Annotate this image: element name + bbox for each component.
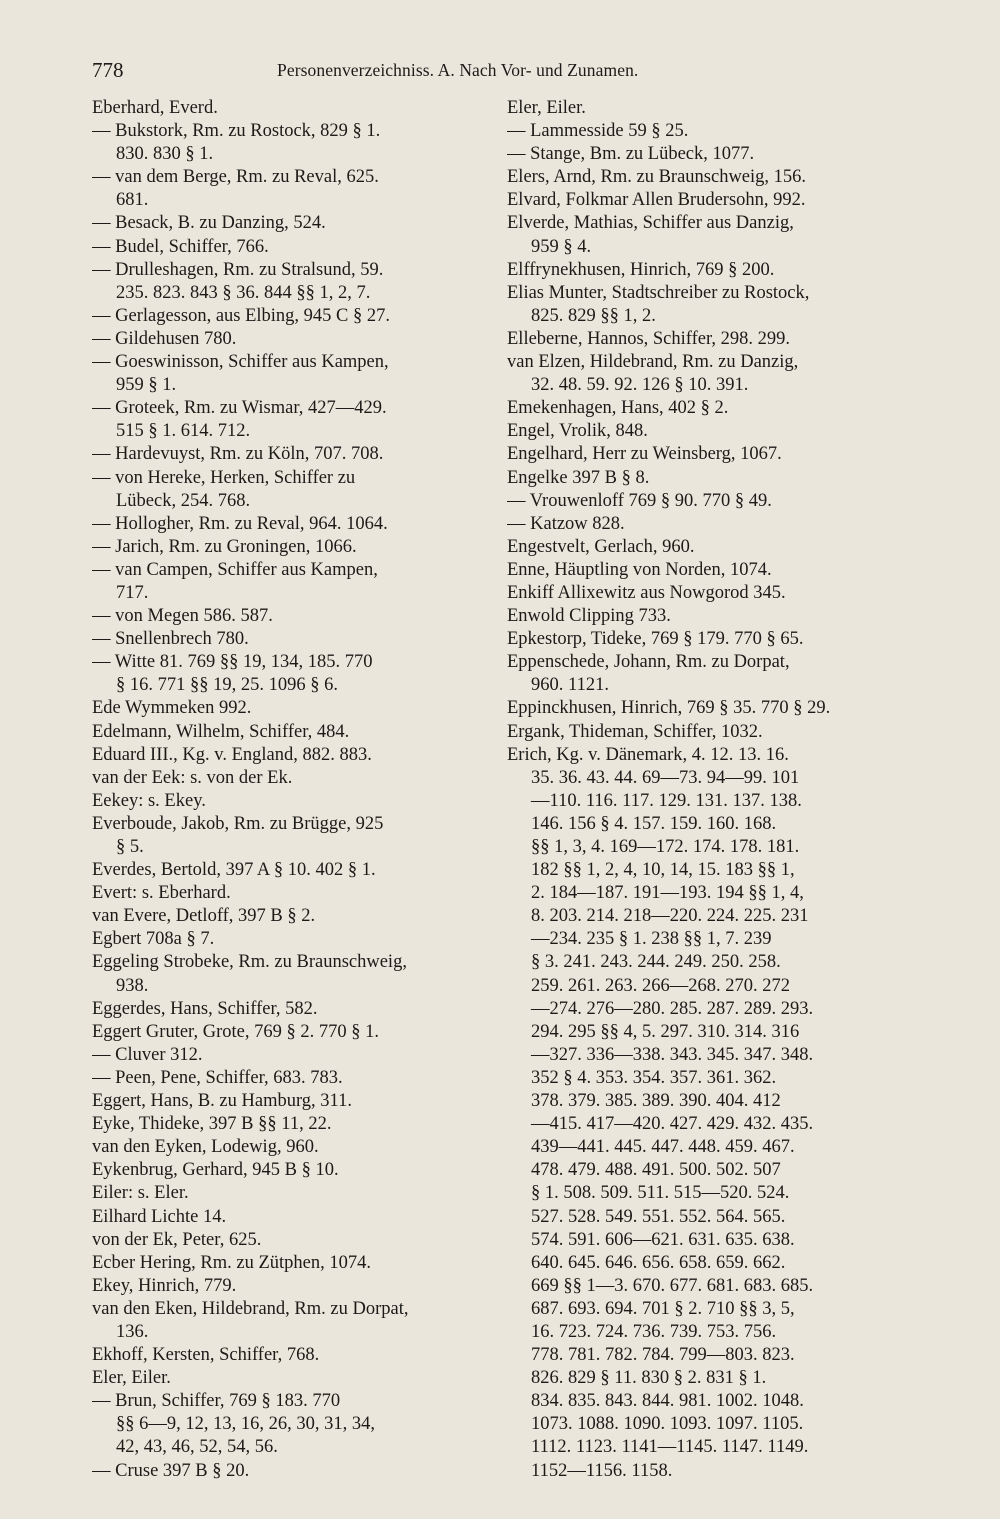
index-entry (92, 1021, 485, 1044)
index-entry (92, 1344, 485, 1367)
entry-continuation-line: 259. 261. 263. 266—268. 270. 272 (531, 975, 790, 996)
entry-continuation-line: §§ 1, 3, 4. 169—172. 174. 178. 181. (531, 837, 800, 857)
index-entry (92, 605, 485, 628)
entry-continuation-line: §§ 6—9, 12, 13, 16, 26, 30, 31, 34, (116, 1414, 375, 1435)
entry-continuation-line: 42, 43, 46, 52, 54, 56. (116, 1437, 278, 1458)
entry-continuation-line: § 5. (116, 837, 144, 857)
index-entry (507, 166, 893, 189)
entry-heading-line: — Groteek, Rm. zu Wismar, 427—429. (92, 398, 387, 419)
entry-continuation-line: 182 §§ 1, 2, 4, 10, 14, 15. 183 §§ 1, (531, 860, 795, 881)
index-entry (92, 559, 485, 605)
entry-heading-line: — Drulleshagen, Rm. zu Stralsund, 59. (92, 259, 384, 280)
entry-heading-line: Egbert 708a § 7. (92, 929, 215, 950)
entry-continuation-line: 681. (116, 190, 149, 211)
entry-heading-line: — Katzow 828. (507, 513, 625, 534)
entry-heading-line: Eilhard Lichte 14. (92, 1206, 227, 1227)
index-entry (92, 97, 485, 120)
index-entry (507, 351, 893, 397)
entry-heading-line: Eiler: s. Eler. (92, 1183, 189, 1204)
entry-continuation-line: 669 §§ 1—3. 670. 677. 681. 683. 685. (531, 1275, 814, 1296)
index-entry (92, 212, 485, 235)
index-entry (92, 328, 485, 351)
index-entry (92, 1298, 485, 1344)
index-entry (507, 397, 893, 420)
left-column (92, 97, 485, 1483)
entry-continuation-line: 16. 723. 724. 736. 739. 753. 756. (531, 1321, 777, 1342)
entry-continuation-line: 294. 295 §§ 4, 5. 297. 310. 314. 316 (531, 1021, 800, 1042)
index-entry (92, 467, 485, 513)
entry-heading-line: Eppenschede, Johann, Rm. zu Dorpat, (507, 652, 790, 673)
entry-heading-line: Erich, Kg. v. Dänemark, 4. 12. 13. 16. (507, 744, 789, 765)
index-entry (507, 97, 893, 120)
entry-continuation-line: 515 § 1. 614. 712. (116, 421, 251, 442)
entry-continuation-line: 378. 379. 385. 389. 390. 404. 412 (531, 1091, 781, 1112)
index-entry (507, 651, 893, 697)
entry-heading-line: Edelmann, Wilhelm, Schiffer, 484. (92, 721, 350, 742)
index-entry (92, 120, 485, 166)
index-entry (507, 328, 893, 351)
entry-continuation-line: § 3. 241. 243. 244. 249. 250. 258. (531, 952, 781, 973)
entry-heading-line: Eyke, Thideke, 397 B §§ 11, 22. (92, 1114, 332, 1135)
index-entry (92, 236, 485, 259)
entry-heading-line: Ergank, Thideman, Schiffer, 1032. (507, 721, 763, 742)
index-entry (92, 1367, 485, 1390)
index-entry (92, 1182, 485, 1205)
index-entry (92, 1206, 485, 1229)
index-entry (507, 259, 893, 282)
index-entry (92, 1252, 485, 1275)
entry-continuation-line: 2. 184—187. 191—193. 194 §§ 1, 4, (531, 883, 804, 904)
entry-heading-line: — Hardevuyst, Rm. zu Köln, 707. 708. (92, 444, 384, 465)
entry-heading-line: Engelhard, Herr zu Weinsberg, 1067. (507, 444, 782, 465)
entry-heading-line: — Cluver 312. (92, 1044, 203, 1065)
index-entry (507, 212, 893, 258)
entry-heading-line: Elverde, Mathias, Schiffer aus Danzig, (507, 213, 794, 234)
page-header (92, 58, 892, 88)
entry-continuation-line: 32. 48. 59. 92. 126 § 10. 391. (531, 375, 749, 396)
index-entry (92, 651, 485, 697)
entry-heading-line: Evert: s. Eberhard. (92, 883, 231, 904)
entry-continuation-line: 717. (116, 582, 149, 603)
index-entry (92, 697, 485, 720)
index-entry (92, 882, 485, 905)
entry-heading-line: — van dem Berge, Rm. zu Reval, 625. (92, 167, 379, 188)
entry-continuation-line: 960. 1121. (531, 675, 609, 696)
entry-continuation-line: 834. 835. 843. 844. 981. 1002. 1048. (531, 1391, 804, 1412)
index-entry (92, 1113, 485, 1136)
entry-heading-line: Everboude, Jakob, Rm. zu Brügge, 925 (92, 813, 384, 834)
index-entry (92, 513, 485, 536)
entry-heading-line: — Stange, Bm. zu Lübeck, 1077. (507, 144, 755, 165)
entry-continuation-line: 826. 829 § 11. 830 § 2. 831 § 1. (531, 1368, 767, 1389)
entry-continuation-line: 235. 823. 843 § 36. 844 §§ 1, 2, 7. (116, 282, 371, 303)
index-entry (507, 536, 893, 559)
index-entry (92, 813, 485, 859)
page-number: 778 (92, 58, 124, 82)
entry-heading-line: van den Eyken, Lodewig, 960. (92, 1137, 319, 1158)
entry-heading-line: Elleberne, Hannos, Schiffer, 298. 299. (507, 328, 791, 349)
entry-continuation-line: 938. (116, 975, 149, 996)
entry-continuation-line: —274. 276—280. 285. 287. 289. 293. (531, 998, 814, 1019)
entry-heading-line: Elvard, Folkmar Allen Brudersohn, 992. (507, 190, 806, 211)
entry-heading-line: — van Campen, Schiffer aus Kampen, (92, 559, 378, 580)
entry-heading-line: Ekhoff, Kersten, Schiffer, 768. (92, 1345, 320, 1366)
entry-heading-line: — Witte 81. 769 §§ 19, 134, 185. 770 (92, 652, 373, 673)
entry-heading-line: van den Eken, Hildebrand, Rm. zu Dorpat, (92, 1298, 409, 1319)
index-entry (507, 490, 893, 513)
entry-continuation-line: 959 § 4. (531, 236, 592, 257)
entry-continuation-line: 136. (116, 1321, 149, 1342)
entry-heading-line: — Snellenbrech 780. (92, 629, 249, 650)
entry-heading-line: — Lammesside 59 § 25. (507, 121, 689, 142)
index-entry (507, 721, 893, 744)
entry-heading-line: Engestvelt, Gerlach, 960. (507, 536, 695, 557)
entry-continuation-line: —234. 235 § 1. 238 §§ 1, 7. 239 (531, 929, 772, 950)
entry-heading-line: Eggert Gruter, Grote, 769 § 2. 770 § 1. (92, 1021, 379, 1042)
index-entry (92, 397, 485, 443)
entry-heading-line: van Evere, Detloff, 397 B § 2. (92, 906, 316, 927)
index-entry (92, 928, 485, 951)
index-entry (92, 305, 485, 328)
entry-continuation-line: § 16. 771 §§ 19, 25. 1096 § 6. (116, 675, 338, 696)
entry-heading-line: — Jarich, Rm. zu Groningen, 1066. (92, 536, 357, 557)
entry-continuation-line: 959 § 1. (116, 375, 177, 396)
entry-heading-line: Eppinckhusen, Hinrich, 769 § 35. 770 § 29. (507, 698, 831, 719)
entry-heading-line: Eduard III., Kg. v. England, 882. 883. (92, 744, 372, 765)
entry-heading-line: Eggerdes, Hans, Schiffer, 582. (92, 998, 318, 1019)
index-entry (507, 120, 893, 143)
index-entry (92, 1159, 485, 1182)
index-entry (92, 1044, 485, 1067)
index-entry (92, 1229, 485, 1252)
index-entry (92, 259, 485, 305)
entry-heading-line: Eler, Eiler. (92, 1368, 171, 1389)
entry-heading-line: Enne, Häuptling von Norden, 1074. (507, 559, 772, 580)
index-entry (92, 628, 485, 651)
entry-continuation-line: 640. 645. 646. 656. 658. 659. 662. (531, 1252, 786, 1273)
entry-heading-line: Enkiff Allixewitz aus Nowgorod 345. (507, 582, 786, 603)
index-entry (92, 744, 485, 767)
index-entry (507, 513, 893, 536)
entry-continuation-line: 825. 829 §§ 1, 2. (531, 305, 656, 326)
entry-heading-line: — Hollogher, Rm. zu Reval, 964. 1064. (92, 513, 388, 534)
entry-heading-line: van Elzen, Hildebrand, Rm. zu Danzig, (507, 352, 799, 373)
index-entry (92, 351, 485, 397)
index-entry (92, 1275, 485, 1298)
entry-continuation-line: 8. 203. 214. 218—220. 224. 225. 231 (531, 906, 809, 927)
entry-heading-line: — von Megen 586. 587. (92, 606, 273, 627)
index-entry (92, 443, 485, 466)
entry-heading-line: — Budel, Schiffer, 766. (92, 236, 269, 257)
entry-continuation-line: 830. 830 § 1. (116, 144, 214, 165)
entry-heading-line: — Peen, Pene, Schiffer, 683. 783. (92, 1067, 343, 1088)
entry-heading-line: — Bukstork, Rm. zu Rostock, 829 § 1. (92, 121, 381, 142)
entry-continuation-line: 35. 36. 43. 44. 69—73. 94—99. 101 (531, 767, 800, 788)
index-entry (92, 536, 485, 559)
entry-heading-line: Emekenhagen, Hans, 402 § 2. (507, 398, 729, 419)
entry-continuation-line: 687. 693. 694. 701 § 2. 710 §§ 3, 5, (531, 1298, 795, 1319)
index-entry (92, 166, 485, 212)
index-entry (92, 790, 485, 813)
entry-heading-line: Eggert, Hans, B. zu Hamburg, 311. (92, 1091, 352, 1112)
entry-heading-line: — Besack, B. zu Danzing, 524. (92, 213, 326, 234)
index-entry (507, 420, 893, 443)
index-entry (92, 1067, 485, 1090)
entry-continuation-line: 527. 528. 549. 551. 552. 564. 565. (531, 1206, 786, 1227)
index-entry (507, 628, 893, 651)
index-entry (507, 697, 893, 720)
entry-heading-line: van der Eek: s. von der Ek. (92, 767, 293, 788)
index-entry (507, 744, 893, 1483)
entry-continuation-line: —327. 336—338. 343. 345. 347. 348. (531, 1044, 814, 1065)
index-entry (92, 1390, 485, 1459)
entry-heading-line: Engelke 397 B § 8. (507, 467, 650, 488)
index-entry (92, 859, 485, 882)
entry-heading-line: Eberhard, Everd. (92, 98, 218, 118)
entry-heading-line: — Brun, Schiffer, 769 § 183. 770 (92, 1391, 341, 1412)
entry-heading-line: Elffrynekhusen, Hinrich, 769 § 200. (507, 259, 775, 280)
index-entry (507, 467, 893, 490)
index-entry (92, 1460, 485, 1483)
entry-heading-line: Eler, Eiler. (507, 98, 586, 118)
entry-heading-line: Ekey, Hinrich, 779. (92, 1275, 237, 1296)
entry-continuation-line: 1152—1156. 1158. (531, 1460, 673, 1481)
entry-heading-line: Engel, Vrolik, 848. (507, 421, 648, 442)
index-entry (92, 1090, 485, 1113)
entry-continuation-line: § 1. 508. 509. 511. 515—520. 524. (531, 1183, 790, 1204)
running-title: Personenverzeichniss. A. Nach Vor- und Zunamen. (277, 60, 639, 80)
entry-heading-line: Eekey: s. Ekey. (92, 790, 206, 811)
entry-heading-line: von der Ek, Peter, 625. (92, 1229, 262, 1250)
entry-heading-line: Eggeling Strobeke, Rm. zu Braunschweig, (92, 952, 407, 973)
entry-heading-line: — von Hereke, Herken, Schiffer zu (92, 467, 356, 488)
index-entry (507, 559, 893, 582)
entry-heading-line: Everdes, Bertold, 397 A § 10. 402 § 1. (92, 860, 376, 881)
entry-heading-line: — Cruse 397 B § 20. (92, 1460, 250, 1481)
entry-continuation-line: 574. 591. 606—621. 631. 635. 638. (531, 1229, 795, 1250)
index-entry (507, 443, 893, 466)
index-entry (507, 143, 893, 166)
entry-heading-line: Ecber Hering, Rm. zu Zütphen, 1074. (92, 1252, 371, 1273)
index-entry (507, 189, 893, 212)
entry-continuation-line: —110. 116. 117. 129. 131. 137. 138. (531, 790, 802, 811)
entry-heading-line: Elers, Arnd, Rm. zu Braunschweig, 156. (507, 167, 807, 188)
entry-heading-line: — Goeswinisson, Schiffer aus Kampen, (92, 352, 389, 373)
right-column (507, 97, 893, 1483)
entry-continuation-line: 146. 156 § 4. 157. 159. 160. 168. (531, 813, 777, 834)
entry-heading-line: Ede Wymmeken 992. (92, 698, 252, 719)
entry-continuation-line: 778. 781. 782. 784. 799—803. 823. (531, 1345, 795, 1366)
entry-continuation-line: 478. 479. 488. 491. 500. 502. 507 (531, 1160, 781, 1181)
entry-heading-line: Enwold Clipping 733. (507, 606, 671, 627)
index-entry (92, 998, 485, 1021)
entry-continuation-line: 352 § 4. 353. 354. 357. 361. 362. (531, 1067, 777, 1088)
index-entry (507, 605, 893, 628)
index-entry (92, 951, 485, 997)
entry-continuation-line: —415. 417—420. 427. 429. 432. 435. (531, 1114, 814, 1135)
index-entry (92, 721, 485, 744)
index-entry (92, 905, 485, 928)
index-entry (507, 282, 893, 328)
entry-continuation-line: 1073. 1088. 1090. 1093. 1097. 1105. (531, 1414, 804, 1435)
index-entry (92, 1136, 485, 1159)
index-entry (507, 582, 893, 605)
entry-continuation-line: 439—441. 445. 447. 448. 459. 467. (531, 1137, 795, 1158)
entry-continuation-line: 1112. 1123. 1141—1145. 1147. 1149. (531, 1437, 809, 1458)
entry-heading-line: Elias Munter, Stadtschreiber zu Rostock, (507, 282, 810, 303)
entry-heading-line: Eykenbrug, Gerhard, 945 B § 10. (92, 1160, 339, 1181)
entry-heading-line: — Gerlagesson, aus Elbing, 945 C § 27. (92, 305, 391, 326)
entry-heading-line: — Gildehusen 780. (92, 328, 237, 349)
index-entry (92, 767, 485, 790)
entry-continuation-line: Lübeck, 254. 768. (116, 490, 251, 511)
entry-heading-line: — Vrouwenloff 769 § 90. 770 § 49. (507, 490, 772, 511)
entry-heading-line: Epkestorp, Tideke, 769 § 179. 770 § 65. (507, 629, 804, 650)
